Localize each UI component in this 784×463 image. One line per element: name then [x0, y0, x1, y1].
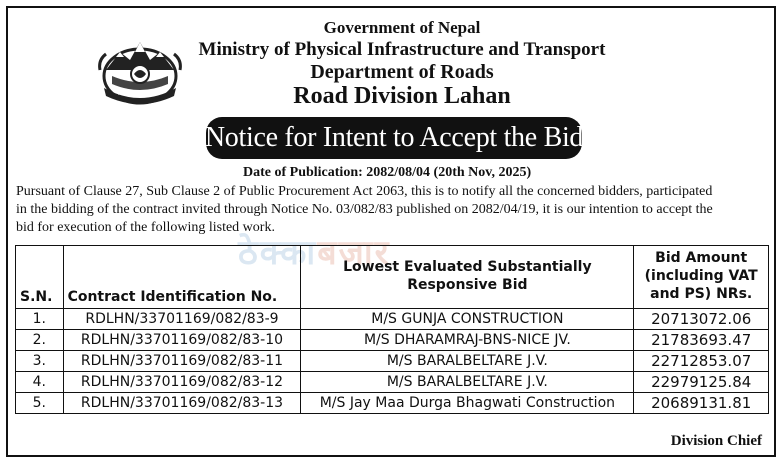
watermark-part-2: बजार: [317, 233, 391, 273]
header-contract-id: Contract Identification No.: [63, 246, 301, 309]
cell-bidder: M/S DHARAMRAJ-BNS-NICE JV.: [301, 330, 634, 351]
cell-sn: 3.: [16, 351, 64, 372]
cell-sn: 1.: [16, 309, 64, 330]
cell-amount: 20689131.81: [634, 393, 769, 414]
notice-body-line: bid for execution of the following listed work.: [16, 220, 275, 235]
cell-contract-id: RDLHN/33701169/082/83-10: [63, 330, 301, 351]
ministry-title: Ministry of Physical Infrastructure and Transport: [198, 39, 606, 60]
header-bid-amount-line: and PS) NRs.: [650, 286, 753, 302]
notice-body: [16, 183, 768, 237]
table-row: [16, 351, 769, 372]
cell-contract-id: RDLHN/33701169/082/83-11: [63, 351, 301, 372]
department-title: Department of Roads: [310, 61, 494, 83]
table-row: [16, 372, 769, 393]
header-bid-amount-line: Bid Amount: [655, 250, 748, 266]
header-bid-amount: [634, 246, 769, 309]
cell-contract-id: RDLHN/33701169/082/83-12: [63, 372, 301, 393]
header-bid-amount-line: (including VAT: [644, 268, 758, 284]
cell-amount: 22979125.84: [634, 372, 769, 393]
cell-bidder: M/S GUNJA CONSTRUCTION: [301, 309, 634, 330]
notice-title-banner: Notice for Intent to Accept the Bid: [206, 117, 582, 159]
notice-body-line: Pursuant of Clause 27, Sub Clause 2 of Public Procurement Act 2063, this is to notify all the concerned bidders, participated: [16, 184, 713, 199]
cell-contract-id: RDLHN/33701169/082/83-9: [63, 309, 301, 330]
division-title: Road Division Lahan: [293, 83, 511, 109]
table-row: [16, 393, 769, 414]
cell-sn: 5.: [16, 393, 64, 414]
table-header-row: [16, 246, 769, 309]
cell-sn: 4.: [16, 372, 64, 393]
bids-table: [15, 245, 769, 414]
gov-title: Government of Nepal: [323, 18, 481, 37]
table-row: [16, 330, 769, 351]
cell-sn: 2.: [16, 330, 64, 351]
publication-date: Date of Publication: 2082/08/04 (20th Nov, 2025): [243, 165, 532, 180]
cell-amount: 21783693.47: [634, 330, 769, 351]
header-lowest-bidder-line: Responsive Bid: [407, 277, 528, 293]
header-sn: S.N.: [16, 246, 64, 309]
header-lowest-bidder: [301, 246, 634, 309]
cell-contract-id: RDLHN/33701169/082/83-13: [63, 393, 301, 414]
cell-amount: 22712853.07: [634, 351, 769, 372]
cell-bidder: M/S Jay Maa Durga Bhagwati Construction: [301, 393, 634, 414]
notice-body-line: in the bidding of the contract invited through Notice No. 03/082/83 published on 2082/04/19, it is our intention to accept the: [16, 202, 713, 217]
table-row: [16, 309, 769, 330]
signature-title: Division Chief: [670, 433, 762, 449]
cell-bidder: M/S BARALBELTARE J.V.: [301, 372, 634, 393]
header-lowest-bidder-line: Lowest Evaluated Substantially: [343, 259, 592, 275]
cell-bidder: M/S BARALBELTARE J.V.: [301, 351, 634, 372]
cell-amount: 20713072.06: [634, 309, 769, 330]
watermark-part-1: ठेक्का: [238, 233, 318, 273]
